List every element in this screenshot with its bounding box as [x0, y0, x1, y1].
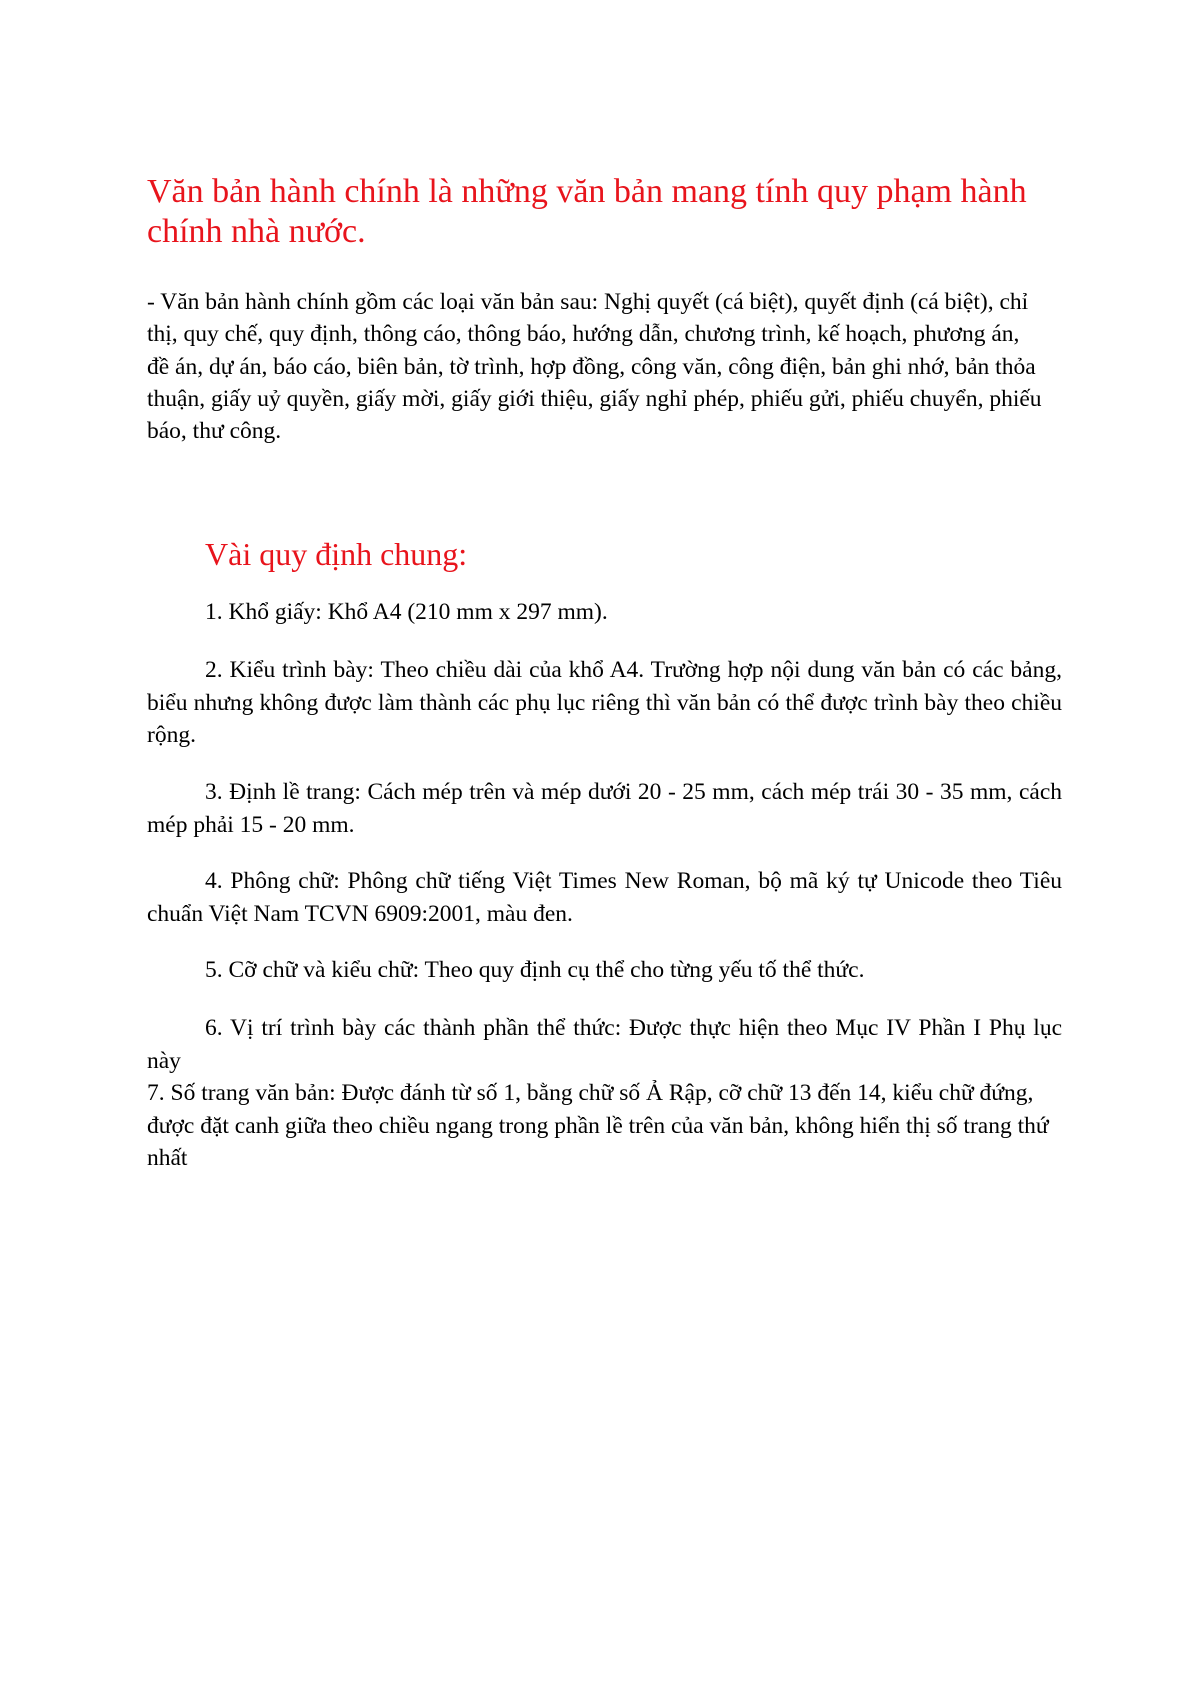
- rule-paper-size: 1. Khổ giấy: Khổ A4 (210 mm x 297 mm).: [205, 599, 608, 625]
- rule-font-size: 5. Cỡ chữ và kiểu chữ: Theo quy định cụ thể cho từng yếu tố thể thức.: [205, 957, 865, 983]
- rule-font: 4. Phông chữ: Phông chữ tiếng Việt Times New Roman, bộ mã ký tự Unicode theo Tiêu chuẩn Việt Nam TCVN 6909:2001, màu đen.: [147, 868, 1062, 927]
- rule-margins: 3. Định lề trang: Cách mép trên và mép dưới 20 - 25 mm, cách mép trái 30 - 35 mm, cách mép phải 15 - 20 mm.: [147, 779, 1062, 838]
- rule-layout: 2. Kiểu trình bày: Theo chiều dài của khổ A4. Trường hợp nội dung văn bản có các bảng, biểu nhưng không được làm thành các phụ lục riêng thì văn bản có thể được trình bày theo chiều rộng.: [147, 657, 1062, 748]
- rule-page-numbering: 7. Số trang văn bản: Được đánh từ số 1, bằng chữ số Ả Rập, cỡ chữ 13 đến 14, kiểu chữ đứng, được đặt canh giữa theo chiều ngang trong phần lề trên của văn bản, không hiển thị số trang thứ nhất: [147, 1080, 1049, 1171]
- intro-paragraph: - Văn bản hành chính gồm các loại văn bản sau: Nghị quyết (cá biệt), quyết định (cá biệt), chỉ thị, quy chế, quy định, thông cáo, thông báo, hướng dẫn, chương trình, kế hoạch, phương án, đề án, dự án, báo cáo, biên bản, tờ trình, hợp đồng, công văn, công điện, bản ghi nhớ, bản thỏa thuận, giấy uỷ quyền, giấy mời, giấy giới thiệu, giấy nghỉ phép, phiếu gửi, phiếu chuyển, phiếu báo, thư công.: [147, 289, 1042, 445]
- general-rules-heading: Vài quy định chung:: [205, 536, 468, 572]
- document-heading: Văn bản hành chính là những văn bản mang tính quy phạm hành chính nhà nước.: [147, 173, 1027, 250]
- rule-element-position: 6. Vị trí trình bày các thành phần thể thức: Được thực hiện theo Mục IV Phần I Phụ lục này: [147, 1015, 1062, 1074]
